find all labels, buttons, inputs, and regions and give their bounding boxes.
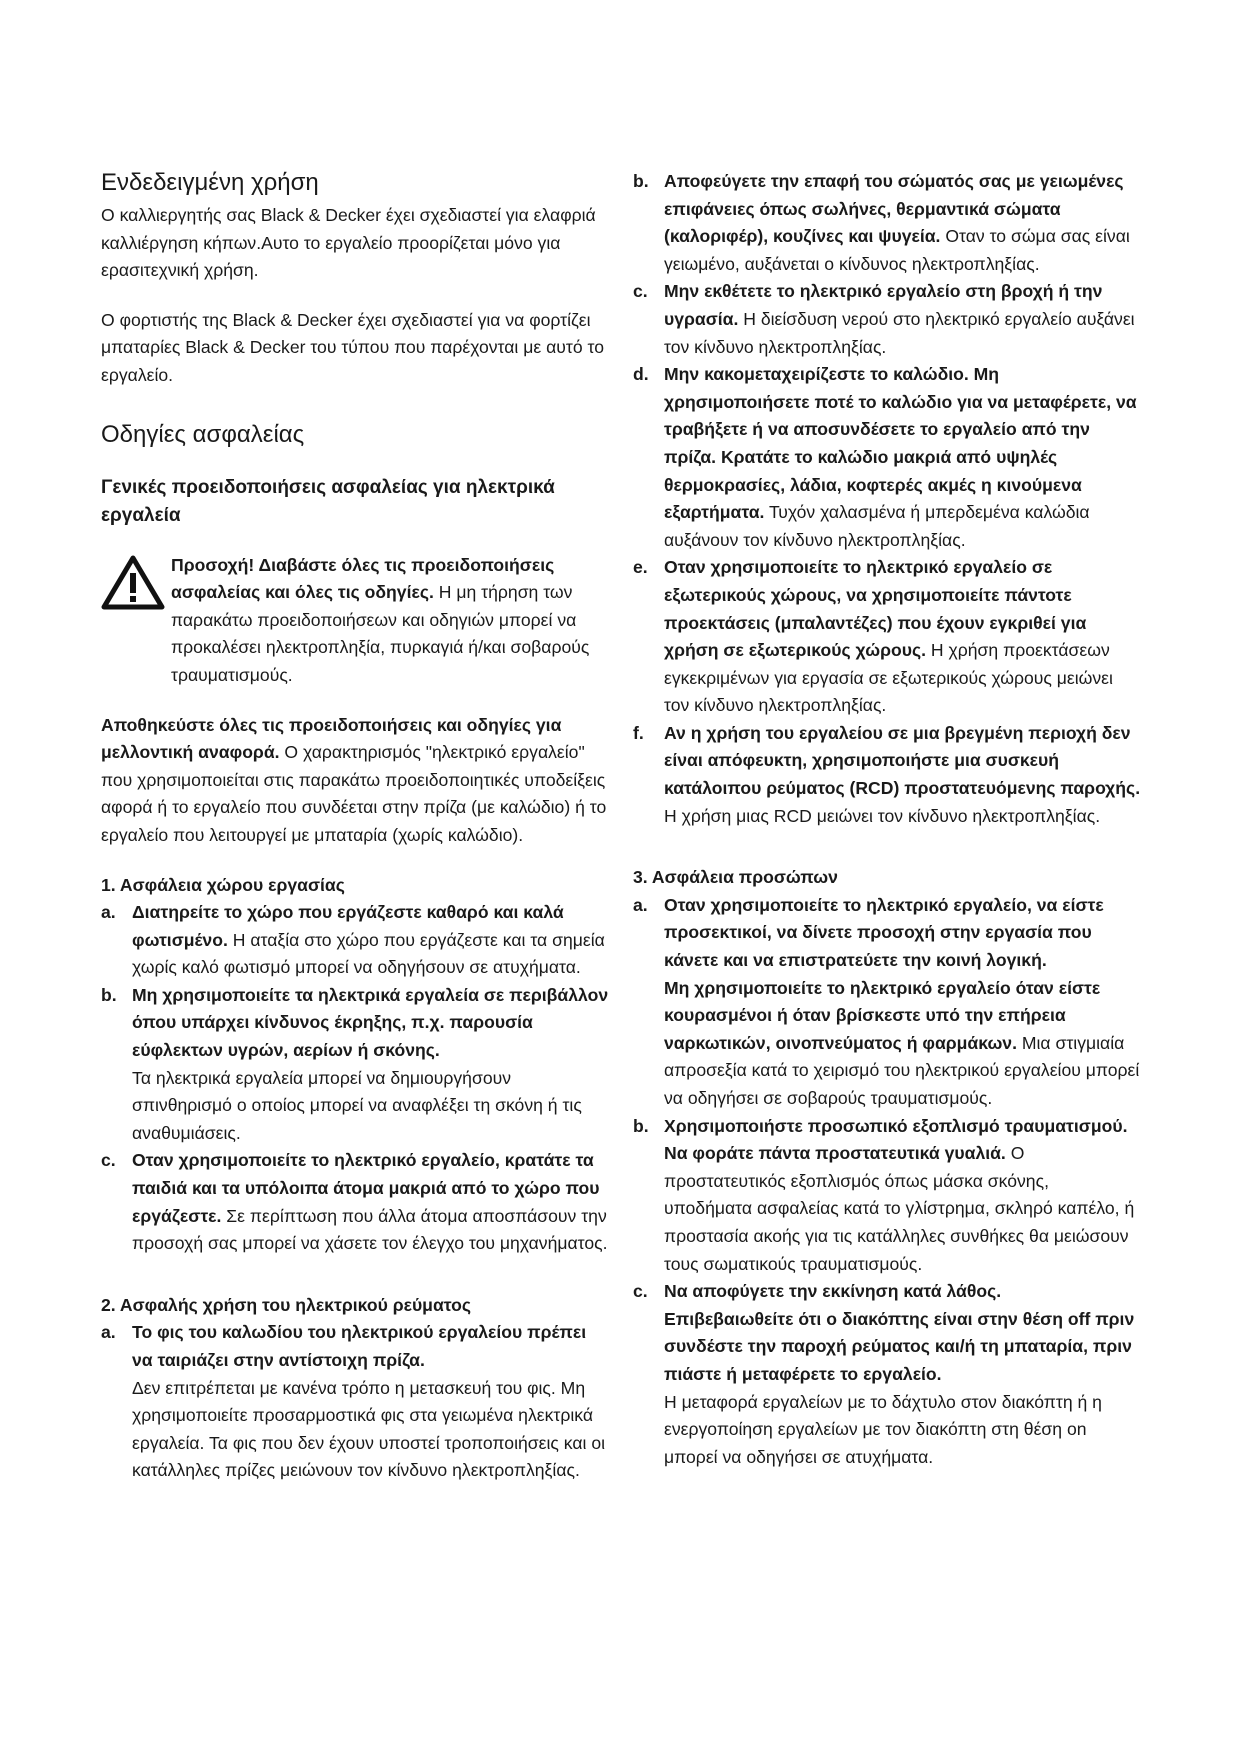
item-letter: a.: [101, 902, 116, 923]
item-text: Η μεταφορά εργαλείων με το δάχτυλο στον διακόπτη ή η ενεργοποίηση εργαλείων με τον διακόπτη στη θέση on μπορεί να οδηγήσει σε ατυχήματα.: [664, 1391, 1102, 1467]
intended-use-heading: Ενδεδειγμένη χρήση: [101, 169, 319, 196]
item-bold: Οταν χρησιμοποιείτε το ηλεκτρικό εργαλείο σε εξωτερικούς χώρους, να χρησιμοποιείτε πάντοτε προεκτάσεις (μπαλαντέζες) που έχουν εγκριθεί για χρήση σε εξωτερικούς χώρους.: [664, 557, 1087, 661]
item-text: Τυχόν χαλασμένα ή μπερδεμένα καλώδια αυξάνουν τον κίνδυνο ηλεκτροπληξίας.: [664, 502, 1090, 550]
warning-rest: Η μη τήρηση των παρακάτω προειδοποιήσεων και οδηγιών μπορεί να προκαλέσει ηλεκτροπληξία, πυρκαγιά ή/και σοβαρούς τραυματισμούς.: [171, 582, 590, 685]
list-item: [101, 1319, 609, 1485]
item-text: Η αταξία στο χώρο που εργάζεστε και τα σημεία χωρίς καλό φωτισμό μπορεί να οδηγήσουν σε ατυχήματα.: [132, 929, 605, 978]
item-bold: Μη χρησιμοποιείτε τα ηλεκτρικά εργαλεία σε περιβάλλον όπου υπάρχει κίνδυνος έκρηξης, π.χ. παρουσία εύφλεκτων υγρών, αερίων ή σκόνης.: [132, 984, 609, 1061]
warning-block: [101, 552, 609, 690]
keep-bold: Αποθηκεύστε όλες τις προειδοποιήσεις και οδηγίες για μελλοντική αναφορά.: [101, 714, 562, 763]
item-letter: b.: [633, 1115, 649, 1136]
list-item: [633, 168, 1141, 278]
item-letter: e.: [633, 557, 648, 578]
item-text-2: Μια στιγμιαία απροσεξία κατά το χειρισμό του ηλεκτρικού εργαλείου μπορεί να οδηγήσει σε σοβαρούς τραυματισμούς.: [664, 1032, 1140, 1108]
warning-bold: Προσοχή! Διαβάστε όλες τις προειδοποιήσεις ασφαλείας και όλες τις οδηγίες.: [171, 554, 555, 603]
section-2-title: 2. Ασφαλής χρήση του ηλεκτρικού ρεύματος: [101, 1294, 472, 1315]
intended-use-paragraph-1: Ο καλλιεργητής σας Black & Decker έχει σχεδιαστεί για ελαφριά καλλιέργηση κήπων.Αυτο το εργαλείο προορίζεται μόνο για ερασιτεχνική χρήση.: [101, 205, 596, 281]
item-bold: Να αποφύγετε την εκκίνηση κατά λάθος.: [664, 1281, 1002, 1302]
item-text: Ο προστατευτικός εξοπλισμός όπως μάσκα σκόνης, υποδήματα ασφαλείας κατά το γλίστρημα, σκληρό καπέλο, ή προστασία ακοής για τις κατάλληλες συνθήκες θα μειώσουν τους σωματικούς τραυματισμούς.: [664, 1143, 1135, 1274]
item-bold: Το φις του καλωδίου του ηλεκτρικού εργαλείου πρέπει να ταιριάζει στην αντίστοιχη πρίζα.: [132, 1322, 587, 1370]
warning-text: [171, 552, 609, 690]
item-letter: c.: [101, 1150, 116, 1171]
item-text: [664, 975, 1141, 1113]
item-letter: c.: [633, 1281, 648, 1302]
list-item: [101, 899, 609, 982]
item-bold-2: Μη χρησιμοποιείτε το ηλεκτρικό εργαλείο όταν είστε κουρασμένοι ή όταν βρίσκεστε υπό την επήρεια ναρκωτικών, οινοπνεύματος ή φαρμάκων.: [664, 977, 1101, 1053]
keep-rest: Ο χαρακτηρισμός "ηλεκτρικό εργαλείο" που χρησιμοποιείται στις παρακάτω προειδοποιητικές υποδείξεις αφορά ή το εργαλείο που συνδέεται στην πρίζα (με καλώδιο) ή το εργαλείο που λειτουργεί με μπαταρία (χωρίς καλώδιο).: [101, 742, 607, 845]
item-letter: b.: [633, 171, 649, 191]
item-letter: d.: [633, 364, 649, 385]
item-bold: Διατηρείτε το χώρο που εργάζεστε καθαρό και καλά φωτισμένο.: [132, 902, 564, 950]
item-bold-2: Επιβεβαιωθείτε ότι ο διακόπτης είναι στην θέση off πριν συνδέστε την παροχή ρεύματος και/ή τη μπαταρία, πριν πιάστε ή μεταφέρετε το εργαλείο.: [664, 1308, 1135, 1384]
list-item: [633, 1278, 1141, 1471]
item-text: Η διείσδυση νερού στο ηλεκτρικό εργαλείο αυξάνει τον κίνδυνο ηλεκτροπληξίας.: [664, 308, 1135, 357]
warning-triangle-icon: [101, 554, 165, 610]
item-text: Οταν το σώμα σας είναι γειωμένο, αυξάνεται ο κίνδυνος ηλεκτροπληξίας.: [664, 226, 1130, 274]
item-bold: Αν η χρήση του εργαλείου σε μια βρεγμένη περιοχή δεν είναι απόφευκτη, χρησιμοποιήστε μια συσκευή κατάλοιπου ρεύματος (RCD) προστατευόμενης παροχής.: [664, 722, 1141, 799]
list-item: [633, 554, 1141, 720]
item-text: Δεν επιτρέπεται με κανένα τρόπο η μετασκευή του φις. Μη χρησιμοποιείτε προσαρμοστικά φις στα γειωμένα ηλεκτρικά εργαλεία. Τα φις που δεν έχουν υποστεί τροποποιήσεις και οι κατάλληλες πρίζες μειώνουν τον κίνδυνο ηλεκτροπληξίας.: [132, 1377, 606, 1481]
item-letter: f.: [633, 722, 644, 743]
list-item: [633, 892, 1141, 1113]
general-warnings-heading: Γενικές προειδοποιήσεις ασφαλείας για ηλεκτρικά εργαλεία: [101, 476, 555, 526]
safety-instructions-heading: Οδηγίες ασφαλείας: [101, 420, 305, 448]
list-item: [633, 720, 1141, 830]
item-text: Η χρήση μιας RCD μειώνει τον κίνδυνο ηλεκτροπληξίας.: [664, 805, 1101, 826]
section-3-title: 3. Ασφάλεια προσώπων: [633, 867, 838, 888]
item-letter: c.: [633, 281, 648, 302]
item-text: Σε περίπτωση που άλλα άτομα αποσπάσουν την προσοχή σας μπορεί να χάσετε τον έλεγχο του μηχανήματος.: [132, 1205, 608, 1254]
list-item: [101, 982, 609, 1148]
right-column: [633, 168, 1141, 1471]
section-1-title: 1. Ασφάλεια χώρου εργασίας: [101, 874, 345, 895]
item-letter: b.: [101, 984, 117, 1005]
item-bold: Αποφεύγετε την επαφή του σώματός σας με γειωμένες επιφάνειες όπως σωλήνες, θερμαντικά σώματα (καλοριφέρ), κουζίνες και ψυγεία.: [664, 171, 1124, 247]
item-bold: Μην εκθέτετε το ηλεκτρικό εργαλείο στη βροχή ή την υγρασία.: [664, 281, 1103, 329]
keep-instructions-paragraph: [101, 712, 609, 850]
item-letter: a.: [101, 1322, 116, 1343]
item-bold: Οταν χρησιμοποιείτε το ηλεκτρικό εργαλείο, να είστε προσεκτικοί, να δίνετε προσοχή στην εργασία που κάνετε και να επιστρατεύετε την κοινή λογική.: [664, 894, 1104, 971]
item-letter: a.: [633, 894, 648, 915]
left-column: [101, 168, 609, 1485]
item-text: Η χρήση προεκτάσεων εγκεκριμένων για εργασία σε εξωτερικούς χώρους μειώνει τον κίνδυνο ηλεκτροπληξίας.: [664, 640, 1113, 716]
intended-use-paragraph-2: Ο φορτιστής της Black & Decker έχει σχεδιαστεί για να φορτίζει μπαταρίες Black & Decker του τύπου που παρέχονται με αυτό το εργαλείο.: [101, 309, 604, 385]
list-item: [101, 1147, 609, 1257]
item-bold: Χρησιμοποιήστε προσωπικό εξοπλισμό τραυματισμού. Να φοράτε πάντα προστατευτικά γυαλιά.: [664, 1115, 1128, 1164]
item-bold: Μην κακομεταχειρίζεστε το καλώδιο. Μη χρησιμοποιήσετε ποτέ το καλώδιο για να μεταφέρετε, να τραβήξετε ή να αποσυνδέσετε το εργαλείο από την πρίζα. Κρατάτε το καλώδιο μακριά από υψηλές θερμοκρασίες, λάδια, κοφτερές ακμές η κινούμενα εξαρτήματα.: [664, 364, 1137, 523]
item-bold: Οταν χρησιμοποιείτε το ηλεκτρικό εργαλείο, κρατάτε τα παιδιά και τα υπόλοιπα άτομα μακριά από το χώρο που εργάζεστε.: [132, 1150, 600, 1226]
list-item: [633, 278, 1141, 361]
item-text: Τα ηλεκτρικά εργαλεία μπορεί να δημιουργήσουν σπινθηρισμό ο οποίος μπορεί να αναφλέξει τη σκόνη ή τις αναθυμιάσεις.: [132, 1067, 582, 1143]
list-item: [633, 361, 1141, 554]
list-item: [633, 1113, 1141, 1279]
